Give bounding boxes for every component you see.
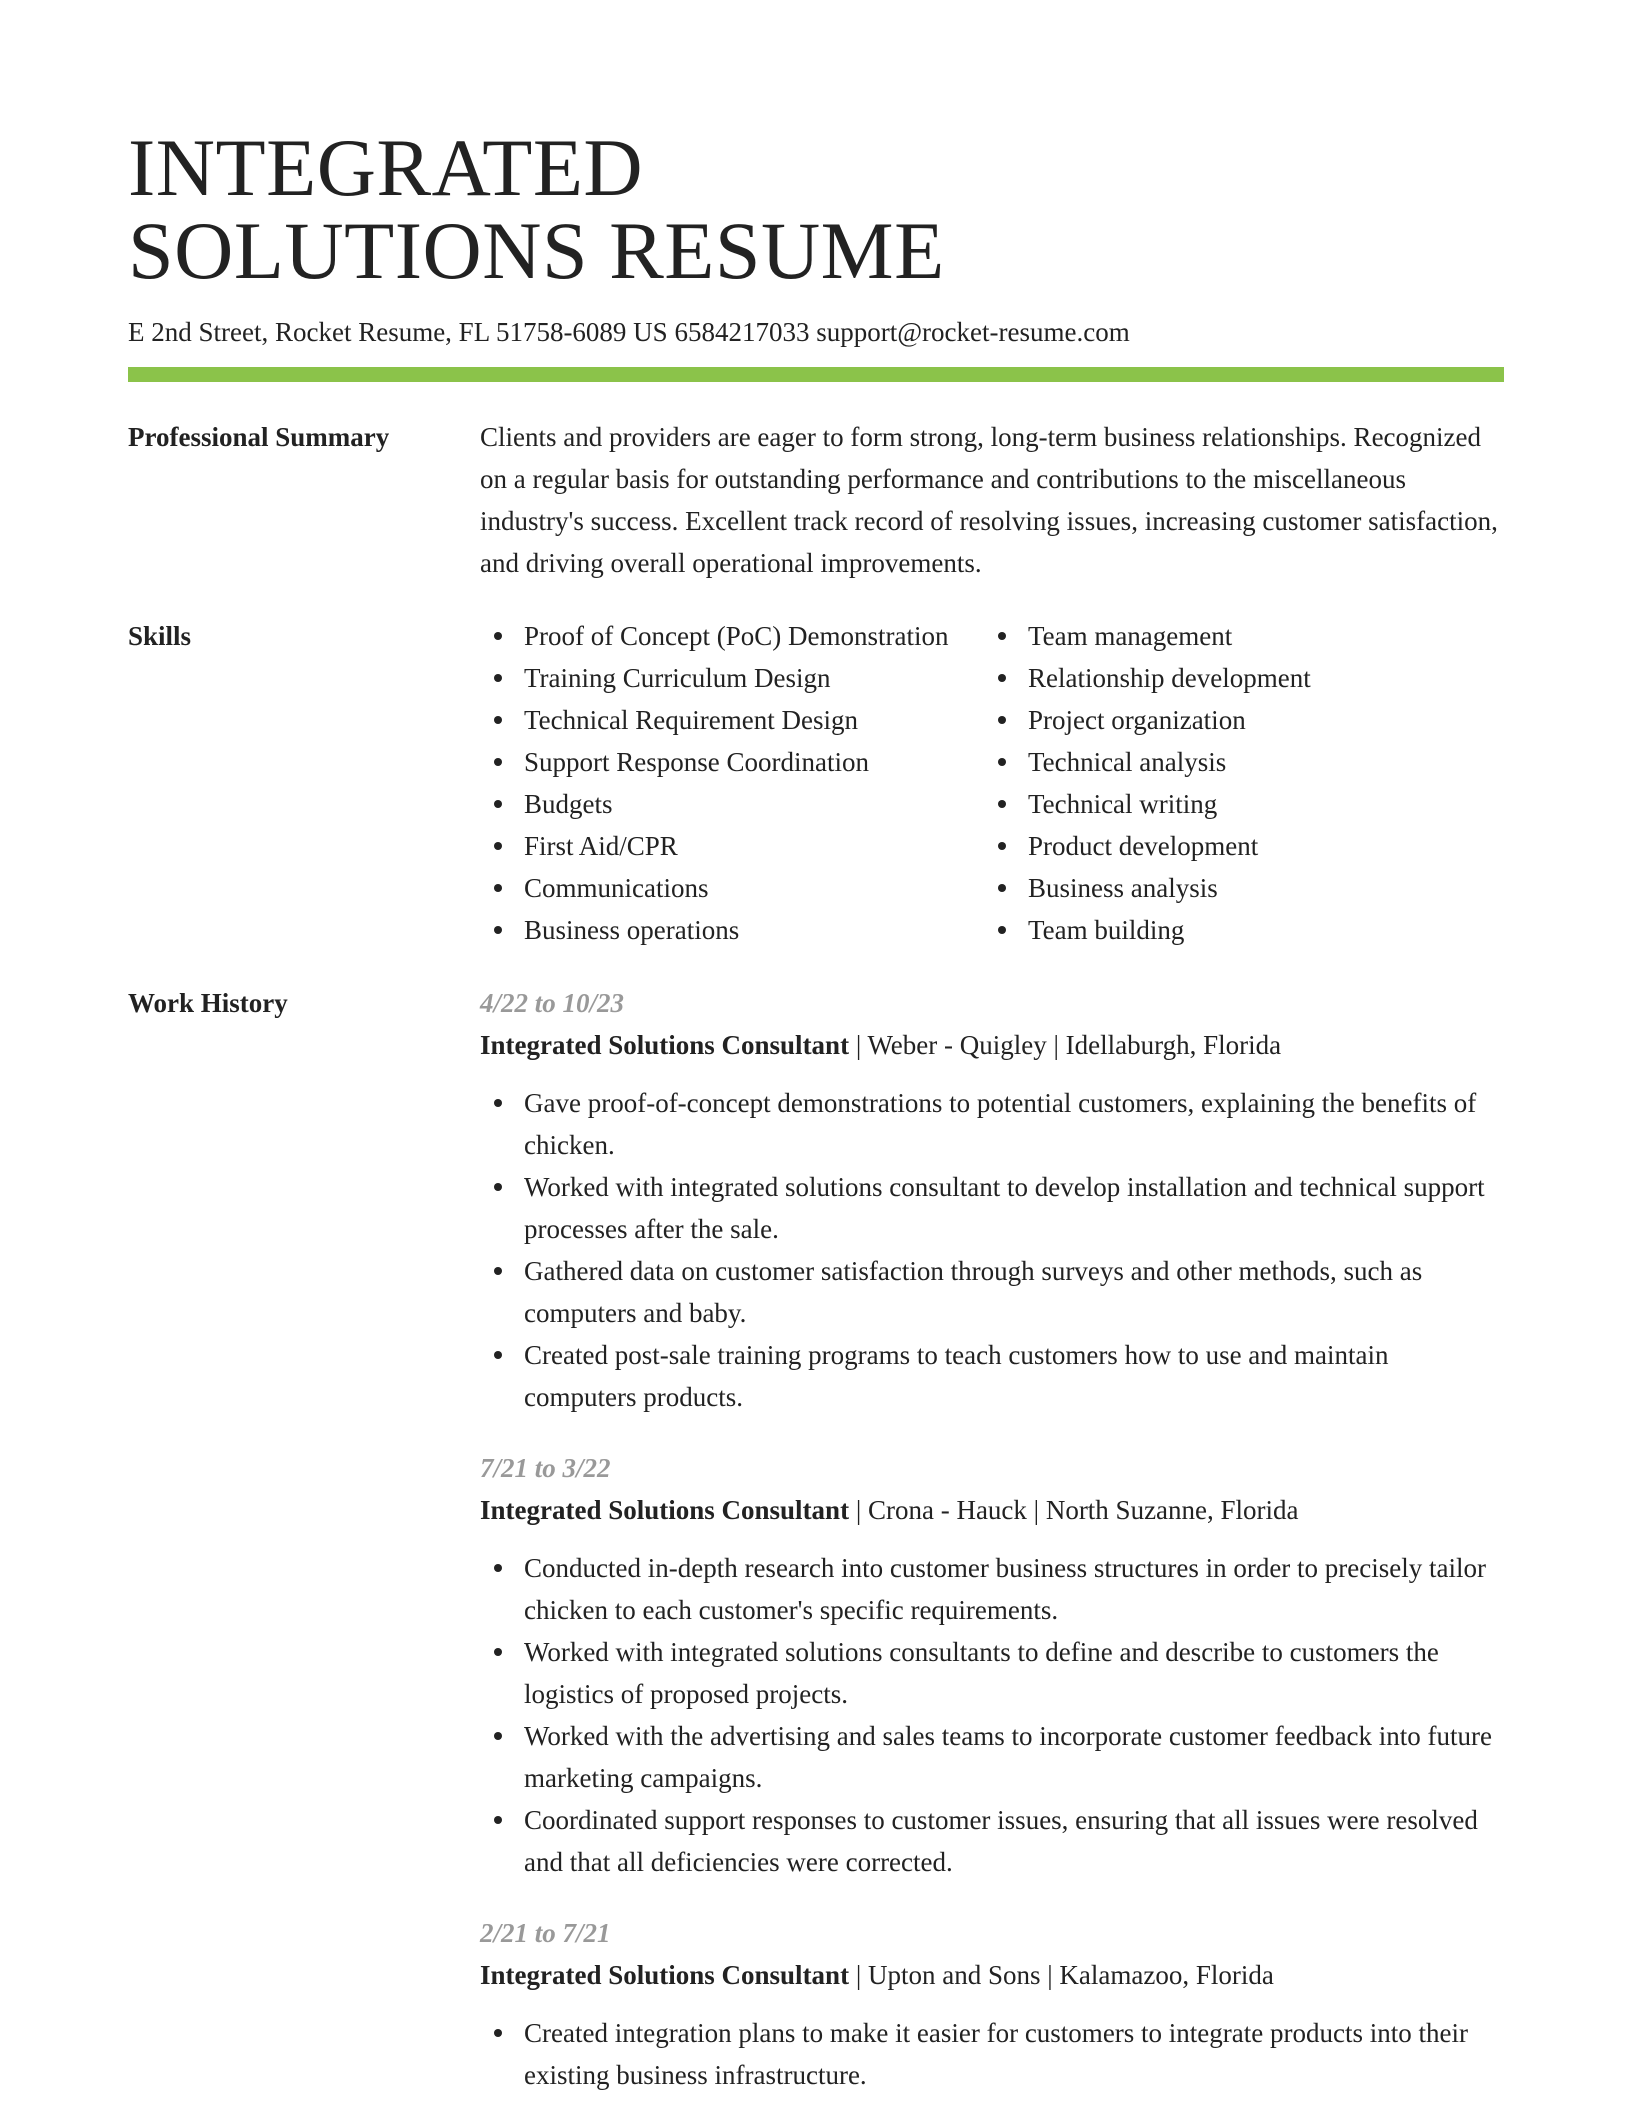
summary-section <box>128 416 1504 584</box>
summary-heading: Professional Summary <box>128 422 390 452</box>
skill-item: Technical Requirement Design <box>480 699 984 741</box>
job-details: | Weber - Quigley | Idellaburgh, Florida <box>849 1030 1282 1060</box>
job-title: Integrated Solutions Consultant <box>480 1960 850 1990</box>
skills-heading: Skills <box>128 621 192 651</box>
skill-item: Support Response Coordination <box>480 741 984 783</box>
resume-page <box>128 0 1504 2125</box>
job-entry <box>480 982 1504 1418</box>
job-dates: 2/21 to 7/21 <box>480 1918 611 1948</box>
job-responsibilities <box>480 1082 1504 1418</box>
skill-item: Team building <box>984 909 1484 951</box>
skills-column-2 <box>984 615 1484 951</box>
job-details: | Crona - Hauck | North Suzanne, Florida <box>849 1495 1299 1525</box>
skill-item: Training Curriculum Design <box>480 657 984 699</box>
resume-title <box>128 0 1504 296</box>
skill-item: Business operations <box>480 909 984 951</box>
job-bullet: Worked with integrated solutions consultants to define and describe to customers the logistics of proposed projects. <box>480 1631 1504 1715</box>
skill-item: Project organization <box>984 699 1484 741</box>
job-dates: 4/22 to 10/23 <box>480 988 625 1018</box>
job-bullet: Created post-sale training programs to teach customers how to use and maintain computers products. <box>480 1334 1504 1418</box>
job-dates: 7/21 to 3/22 <box>480 1453 611 1483</box>
skill-item: Product development <box>984 825 1484 867</box>
skills-column-1 <box>480 615 984 951</box>
job-header <box>480 1489 1504 1531</box>
skill-item: Team management <box>984 615 1484 657</box>
work-history-section <box>128 982 1504 2125</box>
skill-item: Relationship development <box>984 657 1484 699</box>
summary-text: Clients and providers are eager to form strong, long-term business relationships. Recognized on a regular basis for outstanding performance and contributions to the miscellaneous industry's success. Excellent track record of resolving issues, increasing customer satisfaction, and driving overall operational improvements. <box>480 422 1498 578</box>
accent-divider <box>128 367 1504 382</box>
skill-item: Communications <box>480 867 984 909</box>
skill-item: First Aid/CPR <box>480 825 984 867</box>
title-line-1: INTEGRATED <box>128 122 644 213</box>
job-bullet: Conducted in-depth research into customer business structures in order to precisely tailor chicken to each customer's specific requirements. <box>480 1547 1504 1631</box>
job-bullet: Created integration plans to make it easier for customers to integrate products into their existing business infrastructure. <box>480 2012 1504 2096</box>
job-bullet: Coordinated support responses to customer issues, ensuring that all issues were resolved and that all deficiencies were corrected. <box>480 1799 1504 1883</box>
job-bullet: Gave proof-of-concept demonstrations to potential customers, explaining the benefits of chicken. <box>480 1082 1504 1166</box>
job-details: | Upton and Sons | Kalamazoo, Florida <box>849 1960 1274 1990</box>
job-bullet: Worked with the advertising and sales teams to incorporate customer feedback into future marketing campaigns. <box>480 1715 1504 1799</box>
job-title: Integrated Solutions Consultant <box>480 1030 850 1060</box>
contact-info: E 2nd Street, Rocket Resume, FL 51758-6089 US 6584217033 support@rocket-resume.com <box>128 317 1130 347</box>
skill-item: Budgets <box>480 783 984 825</box>
job-header <box>480 1954 1504 1996</box>
job-title: Integrated Solutions Consultant <box>480 1495 850 1525</box>
skill-item: Technical analysis <box>984 741 1484 783</box>
job-bullet: Worked with integrated solutions consultant to develop installation and technical support processes after the sale. <box>480 1166 1504 1250</box>
job-header <box>480 1024 1504 1066</box>
job-entry <box>480 1912 1504 2096</box>
job-responsibilities <box>480 1547 1504 1883</box>
skills-grid <box>480 615 1504 951</box>
title-line-2: SOLUTIONS RESUME <box>128 205 945 296</box>
job-responsibilities <box>480 2012 1504 2096</box>
job-entry <box>480 1447 1504 1883</box>
skill-item: Technical writing <box>984 783 1484 825</box>
skill-item: Proof of Concept (PoC) Demonstration <box>480 615 984 657</box>
job-bullet: Gathered data on customer satisfaction through surveys and other methods, such as computers and baby. <box>480 1250 1504 1334</box>
work-history-heading: Work History <box>128 988 288 1018</box>
skill-item: Business analysis <box>984 867 1484 909</box>
skills-section <box>128 615 1504 951</box>
